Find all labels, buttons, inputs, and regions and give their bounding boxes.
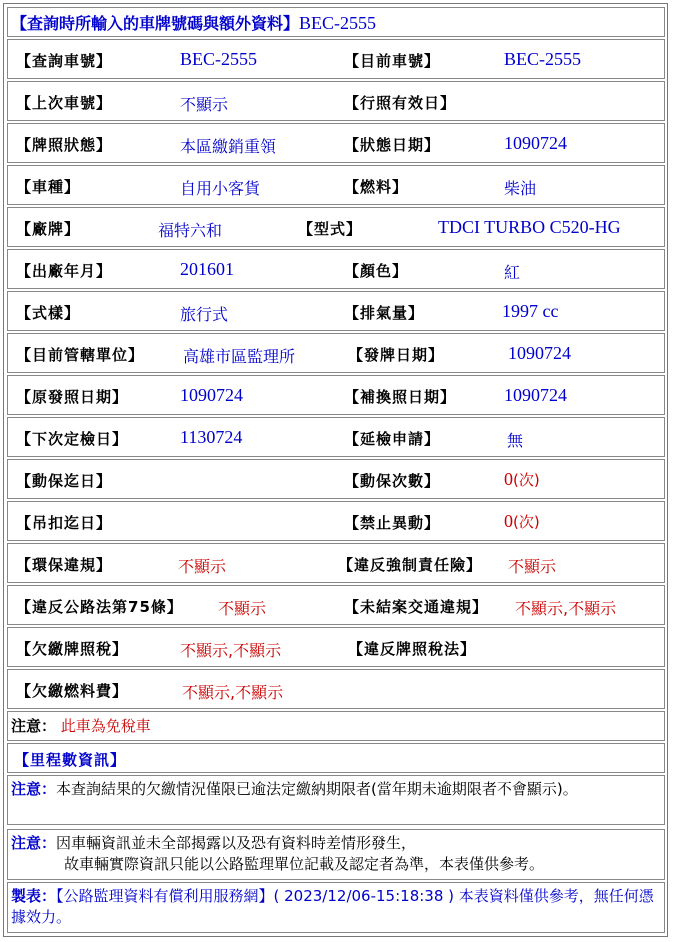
info-row — [7, 417, 665, 457]
field-value: 旅行式 — [180, 305, 229, 324]
footer-label: 製表： — [11, 887, 57, 905]
field-label: 【欠繳燃料費】 — [16, 682, 129, 700]
info-row — [7, 585, 665, 625]
field-label: 【燃料】 — [344, 178, 409, 196]
field-value: 不顯示 — [218, 599, 267, 618]
field-label: 【環保違規】 — [16, 556, 113, 574]
info-row — [7, 627, 665, 667]
note1-row — [7, 775, 665, 825]
field-label: 【目前車號】 — [344, 52, 441, 70]
notice-row — [7, 711, 665, 741]
info-row — [7, 669, 665, 709]
field-value: BEC-2555 — [180, 49, 258, 69]
field-value: 不顯示,不顯示 — [515, 599, 617, 618]
info-row — [7, 165, 665, 205]
field-label: 【違反牌照稅法】 — [348, 640, 477, 658]
field-value: 201601 — [180, 259, 234, 279]
field-value: 1090724 — [180, 385, 243, 405]
field-label: 【禁止異動】 — [344, 514, 441, 532]
field-label: 【車種】 — [16, 178, 81, 196]
field-label: 【目前管轄單位】 — [16, 346, 145, 364]
mileage-label: 【里程數資訊】 — [14, 751, 127, 769]
info-row — [7, 459, 665, 499]
field-value: 不顯示 — [508, 557, 557, 576]
field-label: 【欠繳牌照稅】 — [16, 640, 129, 658]
field-value-unit: (次) — [513, 513, 540, 531]
note2-label: 注意： — [11, 834, 57, 852]
note2-line1: 因車輛資訊並未全部揭露以及恐有資料時差情形發生， — [56, 834, 417, 852]
info-row — [7, 39, 665, 79]
field-label: 【原發照日期】 — [16, 388, 129, 406]
field-value: 1090724 — [504, 133, 567, 153]
field-label: 【補換照日期】 — [344, 388, 457, 406]
info-row — [7, 207, 665, 247]
field-label: 【查詢車號】 — [16, 52, 113, 70]
footer-text: 【公路監理資料有償利用服務網】( 2023/12/06-15:18:38 ) 本表資料僅供參考，無任何憑據效力。 — [11, 887, 654, 926]
field-label: 【行照有效日】 — [344, 94, 457, 112]
field-value: 紅 — [504, 263, 521, 282]
field-value: 不顯示,不顯示 — [180, 641, 282, 660]
field-value: 柴油 — [504, 179, 537, 198]
field-label: 【動保次數】 — [344, 472, 441, 490]
note1-text: 本查詢結果的欠繳情況僅限已逾法定繳納期限者(當年期未逾期限者不會顯示)。 — [56, 780, 578, 798]
field-label: 【違反公路法第75條】 — [16, 598, 183, 616]
field-value: TDCI TURBO C520-HG — [438, 217, 621, 237]
field-value: 不顯示,不顯示 — [182, 683, 284, 702]
info-row — [7, 375, 665, 415]
field-value: 福特六和 — [158, 221, 223, 240]
info-row — [7, 291, 665, 331]
field-label: 【式樣】 — [16, 304, 81, 322]
field-label: 【廠牌】 — [16, 220, 81, 238]
info-row — [7, 333, 665, 373]
mileage-row — [7, 743, 665, 773]
field-value: 0(次) — [504, 469, 540, 489]
header-title-text: 【查詢時所輸入的車牌號碼與額外資料】 — [11, 14, 300, 33]
field-label: 【型式】 — [298, 220, 363, 238]
notice-text: 此車為免稅車 — [60, 717, 151, 735]
field-label: 【顏色】 — [344, 262, 409, 280]
field-value: 不顯示 — [180, 95, 229, 114]
field-label: 【未結案交通違規】 — [344, 598, 489, 616]
note1-label: 注意： — [11, 780, 57, 798]
field-label: 【發牌日期】 — [348, 346, 445, 364]
field-label: 【狀態日期】 — [344, 136, 441, 154]
note2-line2: 故車輛實際資訊只能以公路監理單位記載及認定者為準，本表僅供參考。 — [64, 855, 545, 873]
query-header-row — [7, 7, 665, 37]
field-label: 【動保迄日】 — [16, 472, 113, 490]
field-value-unit: (次) — [513, 471, 540, 489]
field-label: 【延檢申請】 — [344, 430, 441, 448]
field-value: 高雄市區監理所 — [183, 347, 296, 366]
info-row — [7, 123, 665, 163]
field-value: 0(次) — [504, 511, 540, 531]
info-row — [7, 543, 665, 583]
field-label: 【排氣量】 — [344, 304, 425, 322]
field-value: 1130724 — [180, 427, 243, 447]
query-header-title — [11, 11, 376, 34]
note2-row — [7, 829, 665, 880]
field-value: 不顯示 — [178, 557, 227, 576]
header-plate: BEC-2555 — [299, 13, 377, 33]
field-label: 【出廠年月】 — [16, 262, 113, 280]
field-value: 1090724 — [504, 385, 567, 405]
field-label: 【下次定檢日】 — [16, 430, 129, 448]
footer-row — [7, 882, 665, 933]
info-row — [7, 501, 665, 541]
notice-label: 注意： — [11, 717, 57, 735]
field-value: 本區繳銷重領 — [180, 137, 277, 156]
field-label: 【牌照狀態】 — [16, 136, 113, 154]
field-value: 自用小客貨 — [180, 179, 261, 198]
field-value: 無 — [507, 431, 524, 450]
field-value: BEC-2555 — [504, 49, 582, 69]
info-row — [7, 249, 665, 289]
field-label: 【上次車號】 — [16, 94, 113, 112]
field-label: 【違反強制責任險】 — [338, 556, 483, 574]
field-label: 【吊扣迄日】 — [16, 514, 113, 532]
info-row — [7, 81, 665, 121]
field-value: 1090724 — [508, 343, 571, 363]
field-value: 1997 cc — [502, 301, 559, 321]
